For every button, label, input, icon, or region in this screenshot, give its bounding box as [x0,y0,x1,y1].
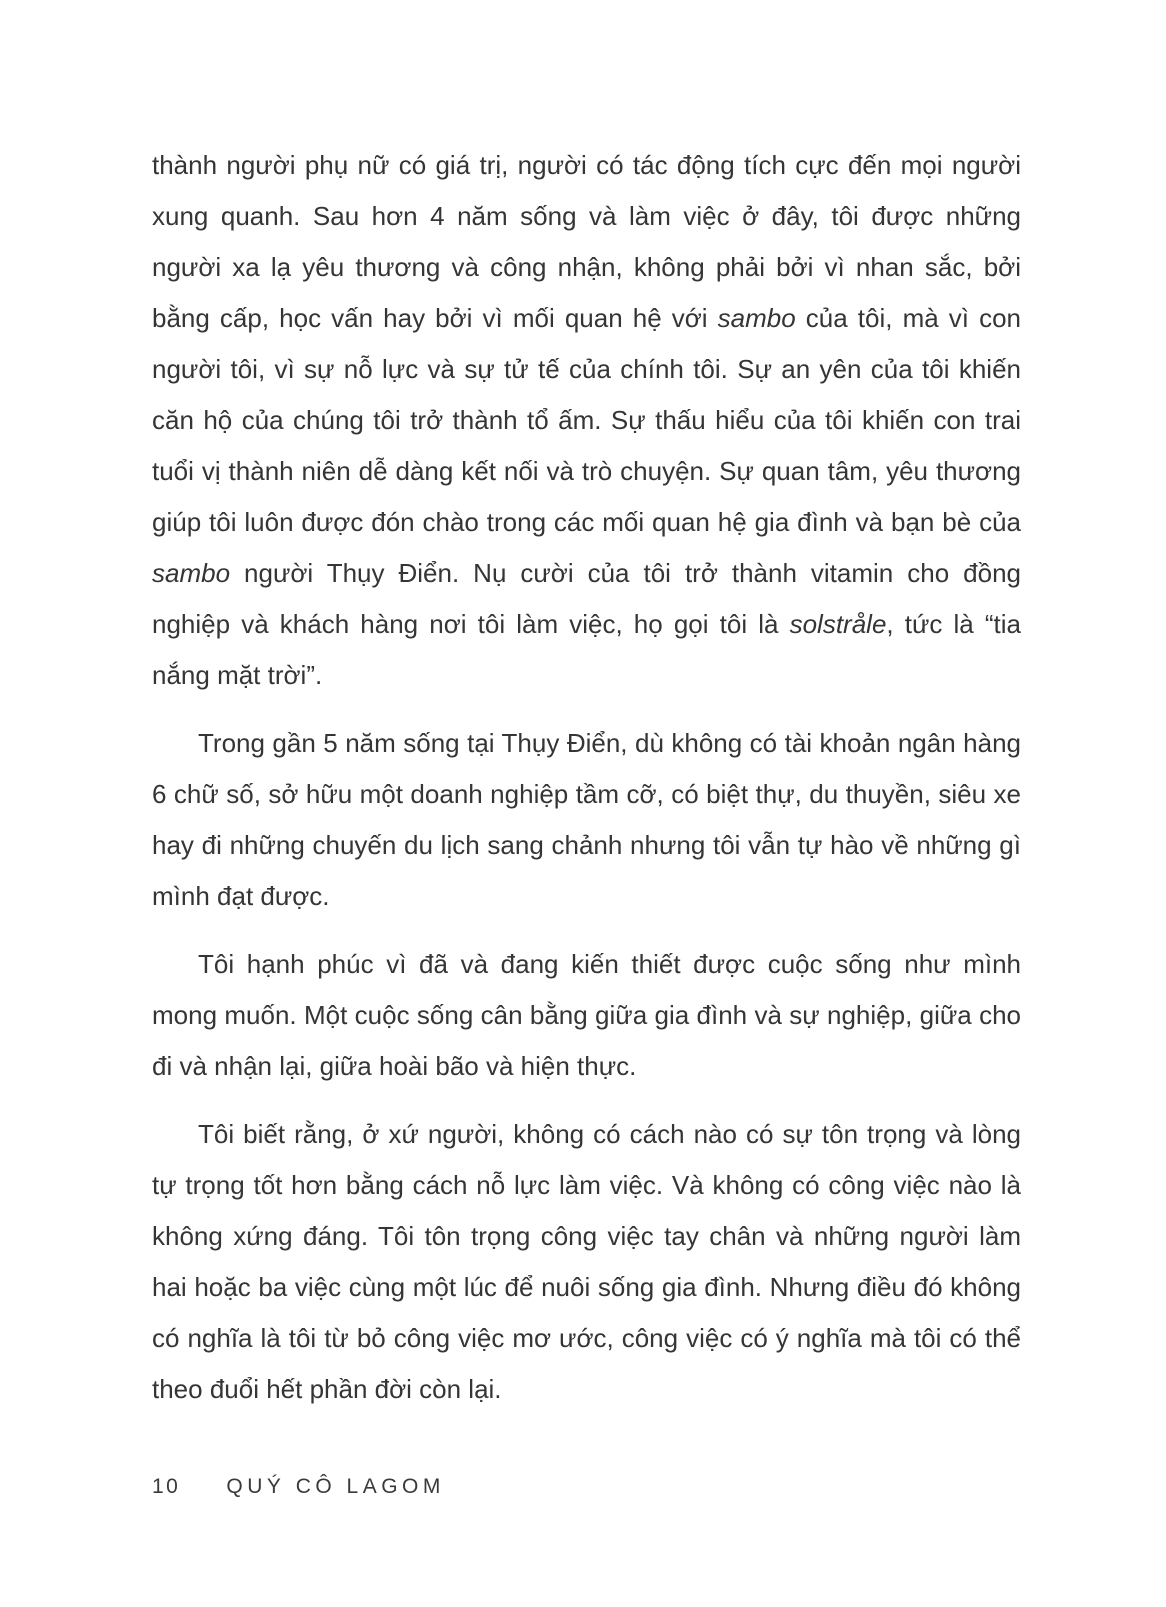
text-run: của tôi, mà vì con người tôi, vì sự nỗ lực và sự tử tế của chính tôi. Sự an yên của tôi khiến căn hộ của chúng tôi trở thành tổ ấm. Sự thấu hiểu của tôi khiến con trai tuổi vị thành niên dễ dàng kết nối và trò chuyện. Sự quan tâm, yêu thương giúp tôi luôn được đón chào trong các mối quan hệ gia đình và bạn bè của [152,303,1022,537]
italic-term: sambo [152,558,231,588]
text-run: người Thụy Điển. Nụ cười của tôi trở thành vitamin cho đồng nghiệp và khách hàng nơi tôi làm việc, họ gọi tôi là [152,558,1021,639]
page-footer [152,1474,445,1500]
text-run: Tôi hạnh phúc vì đã và đang kiến thiết được cuộc sống như mình mong muốn. Một cuộc sống cân bằng giữa gia đình và sự nghiệp, giữa cho đi và nhận lại, giữa hoài bão và hiện thực. [152,949,1021,1081]
italic-term: sambo [717,303,796,333]
paragraph [152,718,1021,922]
paragraph [152,939,1021,1092]
paragraph [152,140,1021,701]
text-run: thành người phụ nữ có giá trị, người có tác động tích cực đến mọi người xung quanh. Sau hơn 4 năm sống và làm việc ở đây, tôi được những người xa lạ yêu thương và công nhận, không phải bởi vì nhan sắc, bởi bằng cấp, học vấn hay bởi vì mối quan hệ với [152,150,1021,333]
text-run: Trong gần 5 năm sống tại Thụy Điển, dù không có tài khoản ngân hàng 6 chữ số, sở hữu một doanh nghiệp tầm cỡ, có biệt thự, du thuyền, siêu xe hay đi những chuyến du lịch sang chảnh nhưng tôi vẫn tự hào về những gì mình đạt được. [152,728,1021,911]
text-run: Tôi biết rằng, ở xứ người, không có cách nào có sự tôn trọng và lòng tự trọng tốt hơn bằng cách nỗ lực làm việc. Và không có công việc nào là không xứng đáng. Tôi tôn trọng công việc tay chân và những người làm hai hoặc ba việc cùng một lúc để nuôi sống gia đình. Nhưng điều đó không có nghĩa là tôi từ bỏ công việc mơ ước, công việc có ý nghĩa mà tôi có thể theo đuổi hết phần đời còn lại. [152,1119,1021,1404]
text-run: , tức là “tia nắng mặt trời”. [152,609,1021,690]
italic-term: solstråle [789,609,887,639]
paragraph [152,1109,1021,1415]
running-title: QUÝ CÔ LAGOM [226,1475,445,1498]
body-text [152,140,1021,1415]
page-number: 10 [152,1475,181,1498]
